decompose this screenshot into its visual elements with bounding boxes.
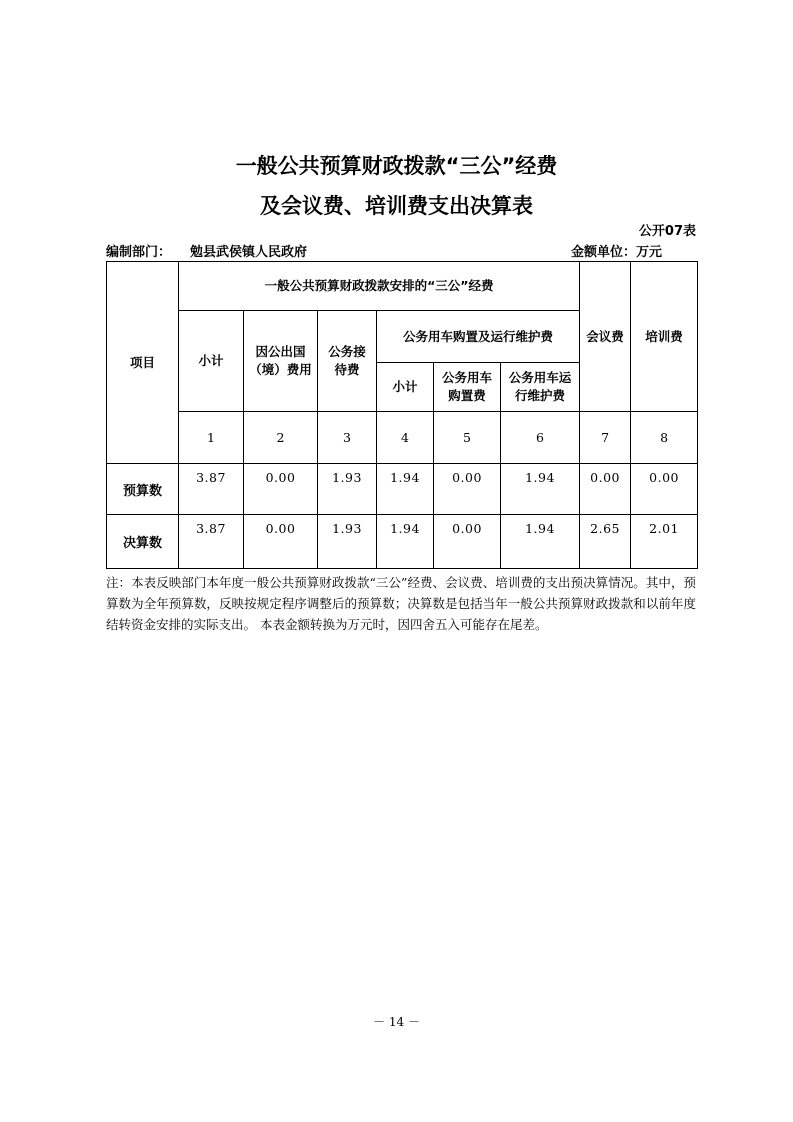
actual-value: 3.87: [179, 515, 244, 569]
table-row: [107, 464, 698, 515]
header-group-top: 一般公共预算财政拨款安排的“三公”经费: [179, 262, 580, 311]
budget-value: 0.00: [434, 464, 501, 515]
header-subtotal: 小计: [179, 311, 244, 412]
actual-value: 1.94: [377, 515, 434, 569]
header-vehicle-purchase: 公务用车购置费: [434, 363, 501, 412]
page-title-line2: 及会议费、培训费支出决算表: [260, 194, 533, 218]
column-index: 8: [631, 412, 698, 464]
row-label-actual: 决算数: [107, 515, 179, 569]
actual-value: 2.01: [631, 515, 698, 569]
meta-row: [106, 241, 696, 259]
column-index: 6: [501, 412, 580, 464]
dept-value: 勉县武侯镇人民政府: [190, 245, 308, 260]
budget-value: 0.00: [580, 464, 631, 515]
actual-value: 1.94: [501, 515, 580, 569]
budget-value: 1.93: [318, 464, 377, 515]
budget-value: 0.00: [631, 464, 698, 515]
actual-value: 2.65: [580, 515, 631, 569]
column-index: 1: [179, 412, 244, 464]
header-abroad: 因公出国（境）费用: [244, 311, 318, 412]
budget-value: 1.94: [377, 464, 434, 515]
header-training: 培训费: [631, 262, 698, 412]
actual-value: 0.00: [244, 515, 318, 569]
header-vehicle-group: 公务用车购置及运行维护费: [377, 311, 580, 363]
page-number: － 14 －: [373, 1015, 420, 1029]
header-meeting: 会议费: [580, 262, 631, 412]
column-index: 3: [318, 412, 377, 464]
header-vehicle-operation: 公务用车运行维护费: [501, 363, 580, 412]
actual-value: 0.00: [434, 515, 501, 569]
table-row: [107, 515, 698, 569]
column-index: 5: [434, 412, 501, 464]
budget-value: 1.94: [501, 464, 580, 515]
row-label-budget: 预算数: [107, 464, 179, 515]
column-index: 2: [244, 412, 318, 464]
budget-value: 0.00: [244, 464, 318, 515]
budget-value: 3.87: [179, 464, 244, 515]
column-index: 7: [580, 412, 631, 464]
expense-table: [106, 261, 698, 569]
header-reception: 公务接待费: [318, 311, 377, 412]
header-vehicle-subtotal: 小计: [377, 363, 434, 412]
table-note: 注：本表反映部门本年度一般公共预算财政拨款“三公”经费、会议费、培训费的支出预决算情况。其中，预算数为全年预算数，反映按规定程序调整后的预算数；决算数是包括当年一般公共预算财政拨款和以前年度结转资金安排的实际支出。 本表金额转换为万元时，因四舍五入可能存在尾差。: [106, 575, 696, 632]
column-index: 4: [377, 412, 434, 464]
unit-label: 金额单位：万元: [570, 245, 662, 260]
form-number: 公开07表: [638, 224, 696, 239]
actual-value: 1.93: [318, 515, 377, 569]
header-item: 项目: [107, 262, 179, 464]
page-title-line1: 一般公共预算财政拨款“三公”经费: [235, 154, 558, 178]
dept-label: 编制部门：: [106, 245, 172, 260]
